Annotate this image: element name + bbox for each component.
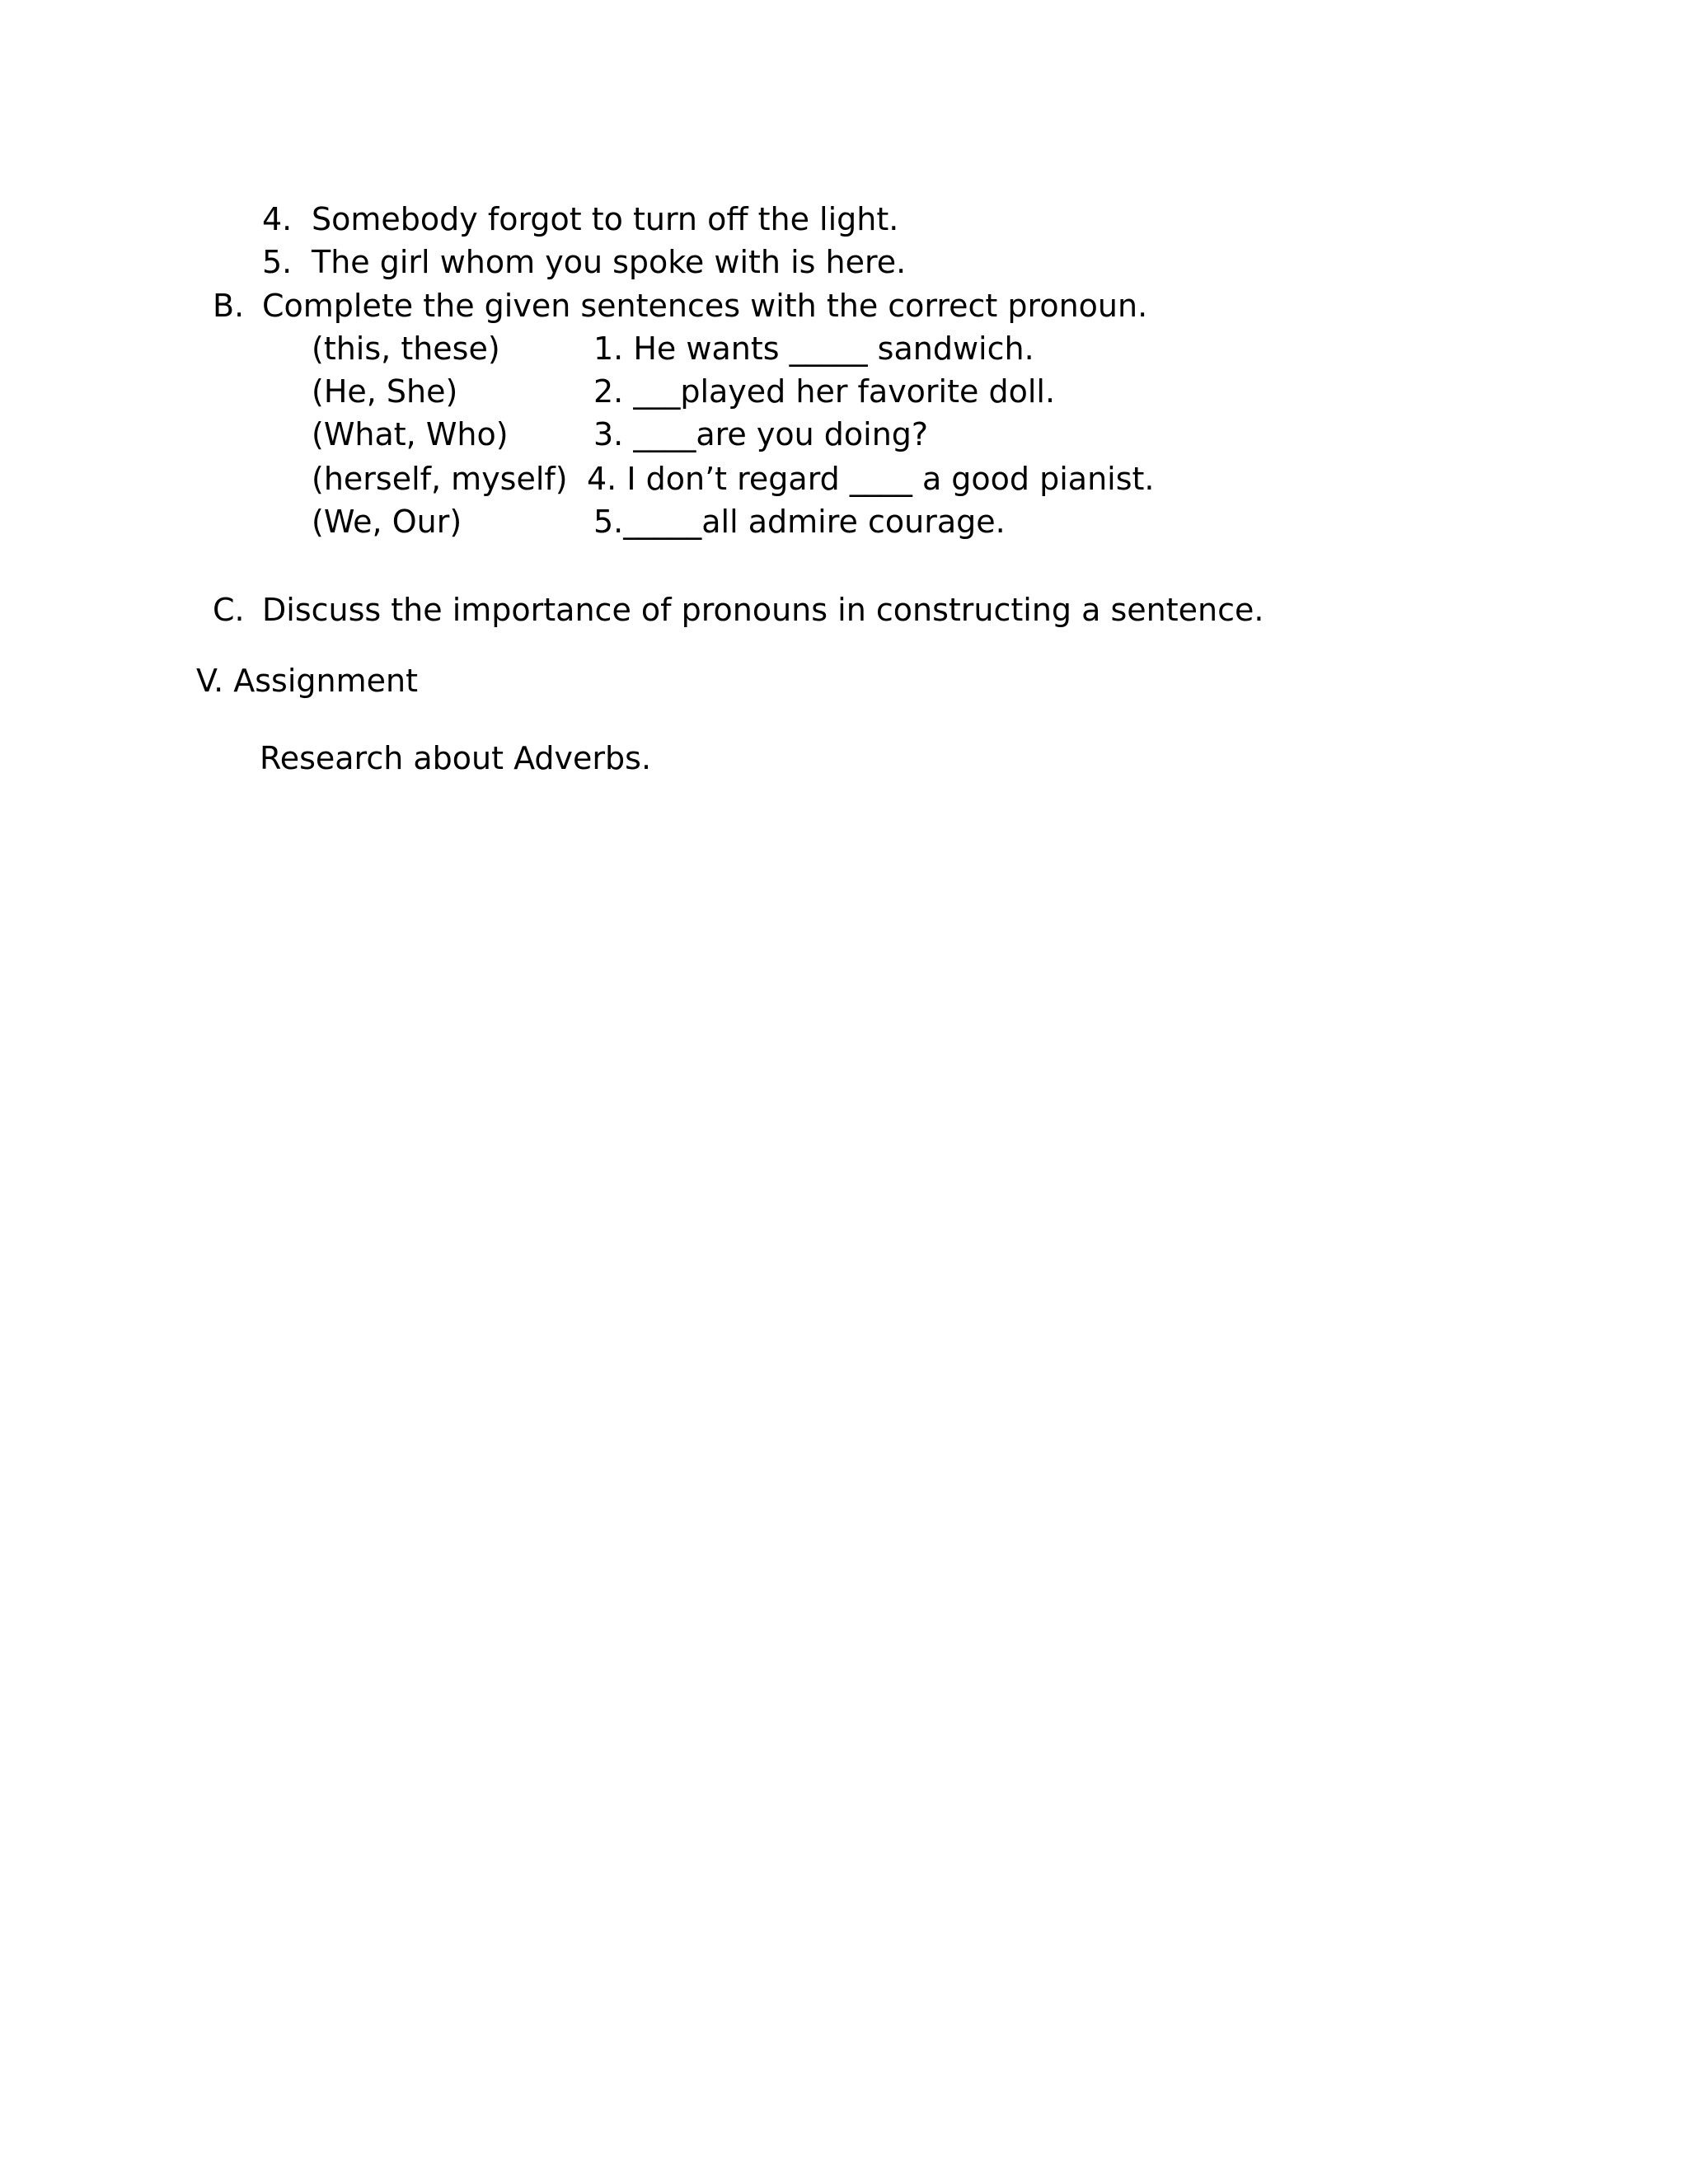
list-item-a5 [262, 242, 906, 282]
choices-2: (He, She) [312, 373, 458, 410]
assignment-text: Research about Adverbs. [260, 740, 652, 776]
section-instruction: Complete the given sentences with the correct pronoun. [262, 288, 1148, 324]
item-text: The girl whom you spoke with is here. [312, 244, 907, 280]
section-text: Discuss the importance of pronouns in constructing a sentence. [262, 592, 1264, 628]
item-number: 4. [262, 201, 293, 237]
choices-1: (this, these) [312, 330, 500, 367]
section-letter: C. [213, 592, 245, 628]
choices-3: (What, Who) [312, 416, 509, 452]
sentence-2: 2. ___played her favorite doll. [593, 373, 1056, 410]
choices-4: (herself, myself) [312, 461, 568, 497]
item-number: 5. [262, 244, 293, 280]
sentence-3: 3. ____are you doing? [593, 416, 929, 452]
section-b-heading [213, 286, 1147, 326]
sentence-4: 4. I don’t regard ____ a good pianist. [587, 461, 1155, 497]
assignment-heading: V. Assignment [196, 663, 418, 699]
sentence-1: 1. He wants _____ sandwich. [593, 330, 1034, 367]
section-letter: B. [213, 288, 245, 324]
choices-5: (We, Our) [312, 504, 462, 540]
list-item-a4 [262, 199, 898, 239]
sentence-5: 5._____all admire courage. [593, 504, 1006, 540]
section-c-heading [213, 590, 1264, 630]
item-text: Somebody forgot to turn off the light. [312, 201, 899, 237]
